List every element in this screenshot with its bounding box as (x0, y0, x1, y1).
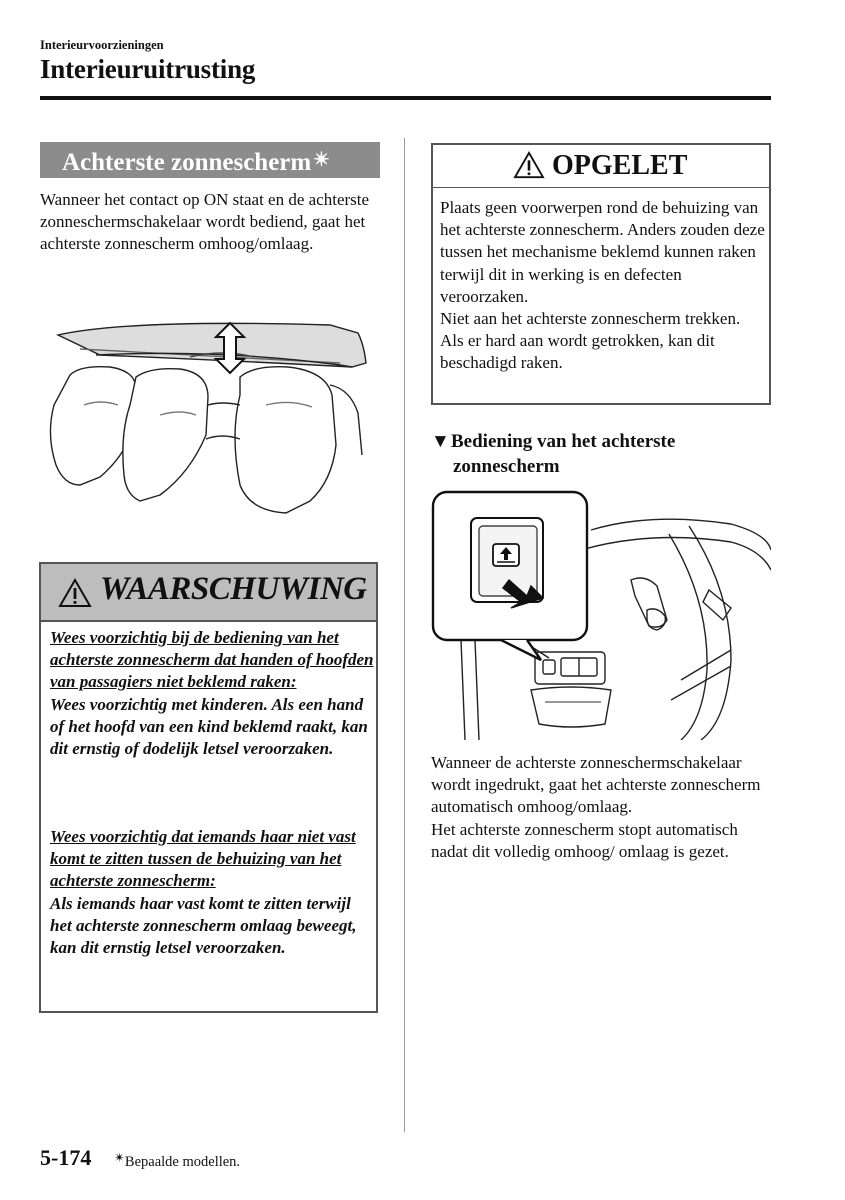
operation-text (431, 752, 771, 863)
warning-title: WAARSCHUWING (100, 571, 367, 607)
asterisk-mark: ✴ (114, 1150, 125, 1165)
page-title: Interieuruitrusting (40, 54, 256, 84)
section-heading-text: Achterste zonnescherm (62, 149, 312, 176)
warning-triangle-icon (58, 578, 92, 608)
subsection-heading-line-1: Bediening van het achterste (451, 431, 676, 452)
warning-lead-1: Wees voorzichtig bij de bediening van het achterste zonnescherm dat handen of hoofden van passagiers niet beklemd raken: (50, 628, 374, 692)
caution-title: OPGELET (552, 150, 688, 181)
rear-sunshade-illustration (40, 305, 380, 520)
caution-header-rule (433, 187, 769, 188)
caution-text (440, 197, 765, 375)
warning-header-rule (41, 620, 376, 622)
caution-paragraph-1: Plaats geen voorwerpen rond de behuizing van het achterste zonnescherm. Anders zouden deze tussen het mechanisme beklemd kunnen raken terwijl dit in werking is en defecten veroorzaken. (440, 198, 765, 306)
page-number: 5-174 (40, 1145, 92, 1170)
subsection-heading (431, 429, 771, 479)
warning-body-1: Wees voorzichtig met kinderen. Als een hand of het hoofd van een kind beklemd raakt, kan dit ernstig of dodelijk letsel veroorzaken. (50, 694, 368, 759)
subsection-heading-line-2: zonnescherm (453, 456, 560, 477)
operation-paragraph-1: Wanneer de achterste zonneschermschakelaar wordt ingedrukt, gaat het achterste zonnescherm automatisch omhoog/omlaag. (431, 753, 761, 817)
warning-paragraph-1 (50, 627, 376, 760)
operation-paragraph-2: Het achterste zonnescherm stopt automatisch nadat dit volledig omhoog/ omlaag is gezet. (431, 819, 738, 861)
running-header-section: Interieurvoorzieningen (40, 38, 164, 52)
section-heading (40, 142, 380, 178)
sunshade-switch-icon (493, 544, 519, 566)
column-divider (404, 138, 405, 1132)
warning-lead-2: Wees voorzichtig dat iemands haar niet vast komt te zitten tussen de behuizing van het achterste zonnescherm: (50, 827, 356, 891)
footnote-text: Bepaalde modellen. (124, 1154, 241, 1170)
triangle-bullet-icon: ▼ (431, 431, 450, 452)
warning-paragraph-2 (50, 826, 376, 959)
header-rule (40, 96, 771, 100)
asterisk-mark: ✴ (313, 149, 330, 171)
footnote (114, 1150, 240, 1171)
warning-body-2: Als iemands haar vast komt te zitten terwijl het achterste zonnescherm omlaag beweegt, kan dit ernstig letsel veroorzaken. (50, 893, 357, 958)
sunshade-switch-illustration (431, 490, 771, 740)
intro-paragraph: Wanneer het contact op ON staat en de achterste zonneschermschakelaar wordt bediend, gaat het achterste zonnescherm omhoog/omlaag. (40, 190, 370, 254)
caution-paragraph-2: Niet aan het achterste zonnescherm trekken. Als er hard aan wordt getrokken, kan dit beschadigd raken. (440, 309, 741, 373)
warning-triangle-icon (513, 151, 545, 179)
